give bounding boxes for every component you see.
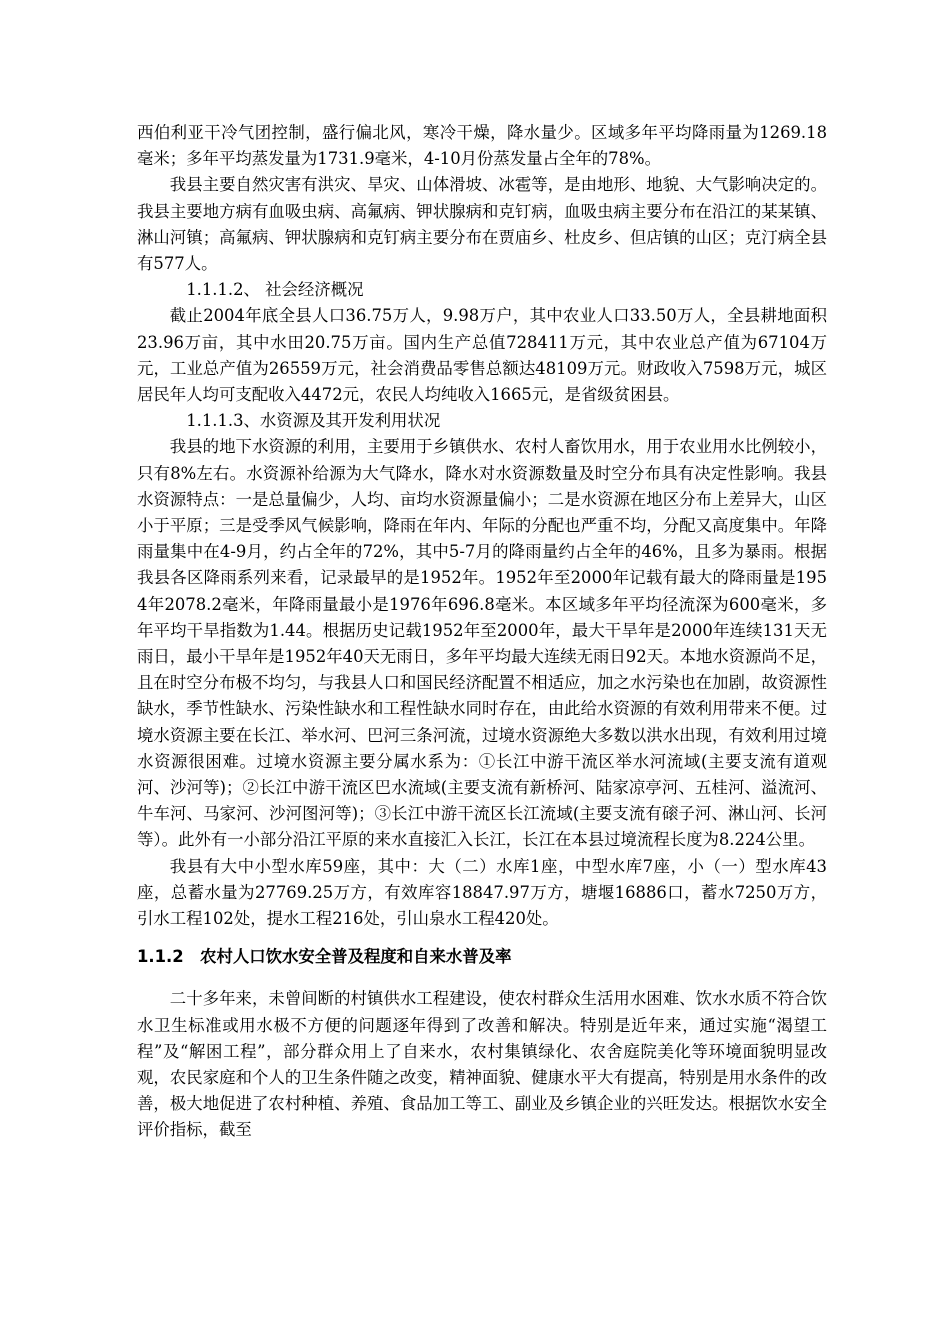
paragraph-climate: 西伯利亚干冷气团控制，盛行偏北风，寒冷干燥，降水量少。区域多年平均降雨量为1269.18毫米；多年平均蒸发量为1731.9毫米，4-10月份蒸发量占全年的78%。 [137, 123, 827, 169]
paragraph-socioeconomic: 截止2004年底全县人口36.75万人，9.98万户，其中农业人口33.50万人，全县耕地面积23.96万亩，其中水田20.75万亩。国内生产总值728411万元，其中农业总产值为67104万元，工业总产值为26559万元，社会消费品零售总额达48109万元。财政收入7598万元，城区居民年人均可支配收入4472元，农民人均纯收入1665元，是省级贫困县。 [137, 306, 827, 405]
paragraph-water-resources: 我县的地下水资源的利用，主要用于乡镇供水、农村人畜饮用水，用于农业用水比例较小，只有8%左右。水资源补给源为大气降水，降水对水资源数量及时空分布具有决定性影响。我县水资源特点：一是总量偏少，人均、亩均水资源量偏小；二是水资源在地区分布上差异大，山区小于平原；三是受季风气候影响，降雨在年内、年际的分配也严重不均，分配又高度集中。年降雨量集中在4-9月，约占全年的72%，其中5-7月的降雨量约占全年的46%，且多为暴雨。根据我县各区降雨系列来看，记录最早的是1952年。1952年至2000年记载有最大的降雨量是1954年2078.2毫米，年降雨量最小是1976年696.8毫米。本区域多年平均径流深为600毫米，多年平均干旱指数为1.44。根据历史记载1952年至2000年，最大干旱年是2000年连续131天无雨日，最小干旱年是1952年40天无雨日，多年平均最大连续无雨日92天。本地水资源尚不足，且在时空分布极不均匀，与我县人口和国民经济配置不相适应，加之水污染也在加剧，故资源性缺水，季节性缺水、污染性缺水和工程性缺水同时存在，由此给水资源的有效利用带来不便。过境水资源主要在长江、举水河、巴河三条河流，过境水资源绝大多数以洪水出现，有效利用过境水资源很困难。过境水资源主要分属水系为：①长江中游干流区举水河流域(主要支流有道观河、沙河等)；②长江中游干流区巴水流域(主要支流有新桥河、陆家凉亭河、五桂河、溢流河、牛车河、马家河、沙河图河等)；③长江中游干流区长江流域(主要支流有磙子河、淋山河、长河等）。此外有一小部分沿江平原的来水直接汇入长江，长江在本县过境流程长度为8.224公里。 [137, 437, 827, 850]
subheading-water-resources: 1.1.1.3、水资源及其开发利用状况 [186, 411, 441, 431]
subheading-socioeconomic: 1.1.1.2、 社会经济概况 [186, 280, 364, 300]
section-heading-drinking-water: 1.1.2 农村人口饮水安全普及程度和自来水普及率 [137, 947, 512, 967]
document-body [137, 120, 827, 1144]
paragraph-natural-disasters: 我县主要自然灾害有洪灾、旱灾、山体滑坡、冰雹等，是由地形、地貌、大气影响决定的。我县主要地方病有血吸虫病、高氟病、钾状腺病和克钉病，血吸虫病主要分布在沿江的某某镇、淋山河镇；高氟病、钾状腺病和克钉病主要分布在贾庙乡、杜皮乡、但店镇的山区；克汀病全县有577人。 [137, 175, 827, 274]
paragraph-drinking-water: 二十多年来，未曾间断的村镇供水工程建设，使农村群众生活用水困难、饮水水质不符合饮水卫生标准或用水极不方便的问题逐年得到了改善和解决。特别是近年来，通过实施“渴望工程”及“解困工程”，部分群众用上了自来水，农村集镇绿化、农舍庭院美化等环境面貌明显改观，农民家庭和个人的卫生条件随之改变，精神面貌、健康水平大有提高，特别是用水条件的改善，极大地促进了农村种植、养殖、食品加工等工、副业及乡镇企业的兴旺发达。根据饮水安全评价指标，截至 [137, 989, 827, 1140]
paragraph-reservoirs: 我县有大中小型水库59座，其中：大（二）水库1座，中型水库7座，小（一）型水库43座，总蓄水量为27769.25万方，有效库容18847.97万方，塘堰16886口，蓄水7250万方，引水工程102处，提水工程216处，引山泉水工程420处。 [137, 856, 827, 929]
